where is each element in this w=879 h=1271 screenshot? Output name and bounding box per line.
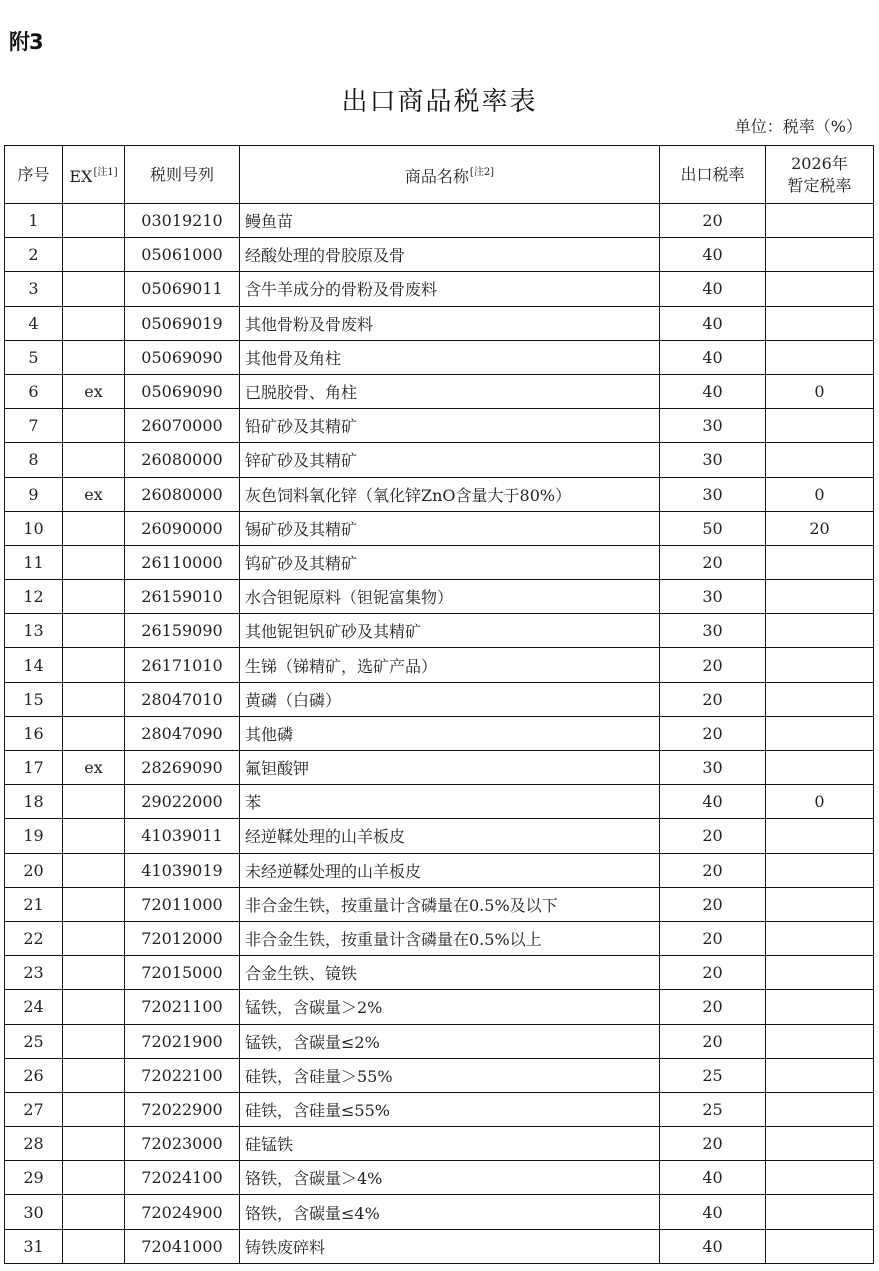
cell-temp-rate	[766, 272, 874, 306]
cell-name: 锌矿砂及其精矿	[240, 443, 660, 477]
cell-name: 鳗鱼苗	[240, 204, 660, 238]
cell-seq: 1	[5, 204, 63, 238]
cell-ex	[63, 1229, 125, 1263]
cell-temp-rate: 0	[766, 374, 874, 408]
cell-code: 72022100	[125, 1058, 240, 1092]
cell-temp-rate	[766, 1161, 874, 1195]
cell-name: 硅锰铁	[240, 1127, 660, 1161]
header-export-rate: 出口税率	[660, 146, 766, 204]
table-row	[5, 1195, 874, 1229]
header-name-label: 商品名称	[404, 166, 469, 186]
cell-code: 72021100	[125, 990, 240, 1024]
cell-code: 05061000	[125, 238, 240, 272]
table-header	[5, 146, 874, 204]
header-ex-label: EX	[69, 166, 93, 186]
cell-export-rate: 30	[660, 580, 766, 614]
cell-code: 26110000	[125, 545, 240, 579]
cell-name: 锰铁，含碳量≤2%	[240, 1024, 660, 1058]
cell-seq: 21	[5, 887, 63, 921]
cell-temp-rate	[766, 1092, 874, 1126]
table-row	[5, 785, 874, 819]
cell-code: 72021900	[125, 1024, 240, 1058]
cell-ex	[63, 1161, 125, 1195]
cell-export-rate: 20	[660, 716, 766, 750]
cell-temp-rate	[766, 306, 874, 340]
cell-seq: 31	[5, 1229, 63, 1263]
cell-code: 72022900	[125, 1092, 240, 1126]
cell-ex	[63, 990, 125, 1024]
cell-code: 05069019	[125, 306, 240, 340]
cell-ex	[63, 1195, 125, 1229]
cell-ex	[63, 716, 125, 750]
attachment-label: 附3	[9, 30, 43, 54]
table-row	[5, 238, 874, 272]
cell-export-rate: 40	[660, 340, 766, 374]
header-ex	[63, 146, 125, 204]
table-body	[5, 204, 874, 1264]
cell-temp-rate	[766, 921, 874, 955]
cell-temp-rate	[766, 443, 874, 477]
cell-temp-rate	[766, 990, 874, 1024]
header-code: 税则号列	[125, 146, 240, 204]
cell-seq: 18	[5, 785, 63, 819]
header-ex-footnote: [注1]	[93, 166, 118, 178]
cell-seq: 29	[5, 1161, 63, 1195]
table-row	[5, 477, 874, 511]
cell-ex	[63, 272, 125, 306]
table-row	[5, 580, 874, 614]
cell-ex	[63, 1058, 125, 1092]
cell-export-rate: 25	[660, 1058, 766, 1092]
cell-temp-rate	[766, 1195, 874, 1229]
header-temp-rate-line1: 2026年	[791, 153, 848, 173]
cell-seq: 2	[5, 238, 63, 272]
cell-ex	[63, 204, 125, 238]
cell-export-rate: 20	[660, 545, 766, 579]
cell-seq: 8	[5, 443, 63, 477]
cell-name: 铬铁，含碳量≤4%	[240, 1195, 660, 1229]
cell-ex	[63, 819, 125, 853]
cell-temp-rate	[766, 682, 874, 716]
cell-temp-rate	[766, 340, 874, 374]
cell-export-rate: 20	[660, 1127, 766, 1161]
table-row	[5, 1127, 874, 1161]
cell-export-rate: 30	[660, 477, 766, 511]
cell-temp-rate	[766, 409, 874, 443]
cell-export-rate: 20	[660, 204, 766, 238]
cell-export-rate: 30	[660, 409, 766, 443]
document-title: 出口商品税率表	[341, 87, 538, 118]
cell-name: 其他骨粉及骨废料	[240, 306, 660, 340]
cell-export-rate: 40	[660, 785, 766, 819]
cell-export-rate: 20	[660, 819, 766, 853]
header-seq: 序号	[5, 146, 63, 204]
cell-export-rate: 50	[660, 511, 766, 545]
cell-ex	[63, 443, 125, 477]
cell-name: 非合金生铁，按重量计含磷量在0.5%以上	[240, 921, 660, 955]
cell-export-rate: 40	[660, 1195, 766, 1229]
table-row	[5, 682, 874, 716]
table-row	[5, 819, 874, 853]
header-name	[240, 146, 660, 204]
cell-temp-rate	[766, 853, 874, 887]
cell-ex	[63, 306, 125, 340]
cell-seq: 11	[5, 545, 63, 579]
cell-code: 72041000	[125, 1229, 240, 1263]
cell-temp-rate	[766, 887, 874, 921]
cell-export-rate: 30	[660, 614, 766, 648]
cell-temp-rate	[766, 1024, 874, 1058]
cell-ex	[63, 545, 125, 579]
cell-seq: 30	[5, 1195, 63, 1229]
cell-ex	[63, 956, 125, 990]
cell-code: 29022000	[125, 785, 240, 819]
cell-seq: 9	[5, 477, 63, 511]
cell-name: 钨矿砂及其精矿	[240, 545, 660, 579]
cell-ex	[63, 580, 125, 614]
cell-name: 非合金生铁，按重量计含磷量在0.5%及以下	[240, 887, 660, 921]
cell-seq: 4	[5, 306, 63, 340]
unit-note: 单位：税率（%）	[734, 117, 862, 136]
cell-code: 26070000	[125, 409, 240, 443]
table-row	[5, 1161, 874, 1195]
cell-temp-rate	[766, 648, 874, 682]
table-row	[5, 614, 874, 648]
cell-ex	[63, 340, 125, 374]
cell-temp-rate	[766, 819, 874, 853]
table-row	[5, 956, 874, 990]
cell-seq: 22	[5, 921, 63, 955]
cell-export-rate: 40	[660, 374, 766, 408]
cell-temp-rate	[766, 956, 874, 990]
cell-ex	[63, 921, 125, 955]
cell-name: 经酸处理的骨胶原及骨	[240, 238, 660, 272]
table-row	[5, 1024, 874, 1058]
cell-code: 72024900	[125, 1195, 240, 1229]
cell-ex	[63, 887, 125, 921]
cell-temp-rate: 0	[766, 477, 874, 511]
cell-code: 41039019	[125, 853, 240, 887]
cell-export-rate: 20	[660, 956, 766, 990]
table-row	[5, 306, 874, 340]
cell-code: 05069011	[125, 272, 240, 306]
cell-ex	[63, 511, 125, 545]
cell-temp-rate	[766, 545, 874, 579]
table-row	[5, 921, 874, 955]
table-row	[5, 443, 874, 477]
cell-seq: 19	[5, 819, 63, 853]
cell-ex: ex	[63, 374, 125, 408]
table-row	[5, 990, 874, 1024]
cell-code: 05069090	[125, 374, 240, 408]
cell-name: 锰铁，含碳量＞2%	[240, 990, 660, 1024]
cell-export-rate: 40	[660, 306, 766, 340]
cell-export-rate: 20	[660, 682, 766, 716]
cell-code: 72024100	[125, 1161, 240, 1195]
table-row	[5, 751, 874, 785]
cell-name: 氟钽酸钾	[240, 751, 660, 785]
cell-code: 28269090	[125, 751, 240, 785]
cell-seq: 6	[5, 374, 63, 408]
cell-temp-rate	[766, 716, 874, 750]
cell-temp-rate	[766, 238, 874, 272]
cell-ex	[63, 1024, 125, 1058]
cell-seq: 14	[5, 648, 63, 682]
cell-name: 其他磷	[240, 716, 660, 750]
cell-code: 26080000	[125, 477, 240, 511]
cell-temp-rate	[766, 1058, 874, 1092]
cell-code: 26171010	[125, 648, 240, 682]
cell-name: 硅铁，含硅量＞55%	[240, 1058, 660, 1092]
cell-export-rate: 30	[660, 443, 766, 477]
cell-code: 26090000	[125, 511, 240, 545]
cell-seq: 15	[5, 682, 63, 716]
cell-seq: 17	[5, 751, 63, 785]
cell-ex	[63, 682, 125, 716]
cell-seq: 28	[5, 1127, 63, 1161]
header-temp-rate-line2: 暂定税率	[787, 175, 852, 195]
cell-seq: 23	[5, 956, 63, 990]
cell-ex: ex	[63, 751, 125, 785]
table-row	[5, 716, 874, 750]
cell-code: 72011000	[125, 887, 240, 921]
cell-code: 26159010	[125, 580, 240, 614]
cell-ex	[63, 614, 125, 648]
cell-temp-rate	[766, 614, 874, 648]
cell-code: 28047010	[125, 682, 240, 716]
cell-ex: ex	[63, 477, 125, 511]
cell-export-rate: 20	[660, 648, 766, 682]
cell-ex	[63, 238, 125, 272]
table-row	[5, 511, 874, 545]
cell-seq: 5	[5, 340, 63, 374]
cell-code: 28047090	[125, 716, 240, 750]
cell-seq: 3	[5, 272, 63, 306]
cell-code: 41039011	[125, 819, 240, 853]
cell-name: 未经逆鞣处理的山羊板皮	[240, 853, 660, 887]
cell-code: 72023000	[125, 1127, 240, 1161]
cell-export-rate: 25	[660, 1092, 766, 1126]
cell-seq: 26	[5, 1058, 63, 1092]
cell-name: 铅矿砂及其精矿	[240, 409, 660, 443]
cell-seq: 12	[5, 580, 63, 614]
cell-name: 铸铁废碎料	[240, 1229, 660, 1263]
cell-name: 苯	[240, 785, 660, 819]
cell-name: 其他骨及角柱	[240, 340, 660, 374]
cell-export-rate: 20	[660, 1024, 766, 1058]
table-row	[5, 1229, 874, 1263]
cell-temp-rate: 20	[766, 511, 874, 545]
cell-temp-rate	[766, 204, 874, 238]
cell-name: 铬铁，含碳量＞4%	[240, 1161, 660, 1195]
header-temp-rate	[766, 146, 874, 204]
cell-code: 72012000	[125, 921, 240, 955]
cell-export-rate: 40	[660, 1229, 766, 1263]
cell-code: 26080000	[125, 443, 240, 477]
header-row	[5, 146, 874, 204]
export-tariff-table	[4, 145, 874, 1264]
cell-seq: 7	[5, 409, 63, 443]
cell-temp-rate	[766, 1229, 874, 1263]
cell-code: 26159090	[125, 614, 240, 648]
table-row	[5, 1058, 874, 1092]
cell-temp-rate	[766, 580, 874, 614]
cell-ex	[63, 648, 125, 682]
cell-seq: 25	[5, 1024, 63, 1058]
cell-ex	[63, 1092, 125, 1126]
table-row	[5, 887, 874, 921]
cell-ex	[63, 1127, 125, 1161]
cell-name: 锡矿砂及其精矿	[240, 511, 660, 545]
table-row	[5, 374, 874, 408]
cell-name: 合金生铁、镜铁	[240, 956, 660, 990]
cell-name: 已脱胶骨、角柱	[240, 374, 660, 408]
cell-seq: 16	[5, 716, 63, 750]
table-row	[5, 545, 874, 579]
cell-export-rate: 40	[660, 1161, 766, 1195]
cell-name: 经逆鞣处理的山羊板皮	[240, 819, 660, 853]
cell-export-rate: 20	[660, 887, 766, 921]
cell-code: 03019210	[125, 204, 240, 238]
table-row	[5, 272, 874, 306]
cell-export-rate: 20	[660, 853, 766, 887]
cell-code: 72015000	[125, 956, 240, 990]
cell-export-rate: 20	[660, 990, 766, 1024]
cell-ex	[63, 853, 125, 887]
table-row	[5, 409, 874, 443]
cell-export-rate: 30	[660, 751, 766, 785]
cell-temp-rate	[766, 751, 874, 785]
cell-name: 含牛羊成分的骨粉及骨废料	[240, 272, 660, 306]
cell-seq: 20	[5, 853, 63, 887]
cell-export-rate: 20	[660, 921, 766, 955]
header-name-footnote: [注2]	[469, 166, 495, 178]
cell-ex	[63, 785, 125, 819]
table-row	[5, 853, 874, 887]
table-row	[5, 1092, 874, 1126]
cell-ex	[63, 409, 125, 443]
cell-name: 黄磷（白磷）	[240, 682, 660, 716]
cell-name: 水合钽铌原料（钽铌富集物）	[240, 580, 660, 614]
cell-seq: 10	[5, 511, 63, 545]
cell-name: 硅铁，含硅量≤55%	[240, 1092, 660, 1126]
cell-seq: 13	[5, 614, 63, 648]
table-row	[5, 648, 874, 682]
cell-name: 灰色饲料氧化锌（氧化锌ZnO含量大于80%）	[240, 477, 660, 511]
cell-name: 生锑（锑精矿，选矿产品）	[240, 648, 660, 682]
cell-temp-rate	[766, 1127, 874, 1161]
cell-code: 05069090	[125, 340, 240, 374]
cell-temp-rate: 0	[766, 785, 874, 819]
table-row	[5, 204, 874, 238]
cell-name: 其他铌钽钒矿砂及其精矿	[240, 614, 660, 648]
cell-export-rate: 40	[660, 238, 766, 272]
table-row	[5, 340, 874, 374]
cell-seq: 24	[5, 990, 63, 1024]
cell-seq: 27	[5, 1092, 63, 1126]
cell-export-rate: 40	[660, 272, 766, 306]
